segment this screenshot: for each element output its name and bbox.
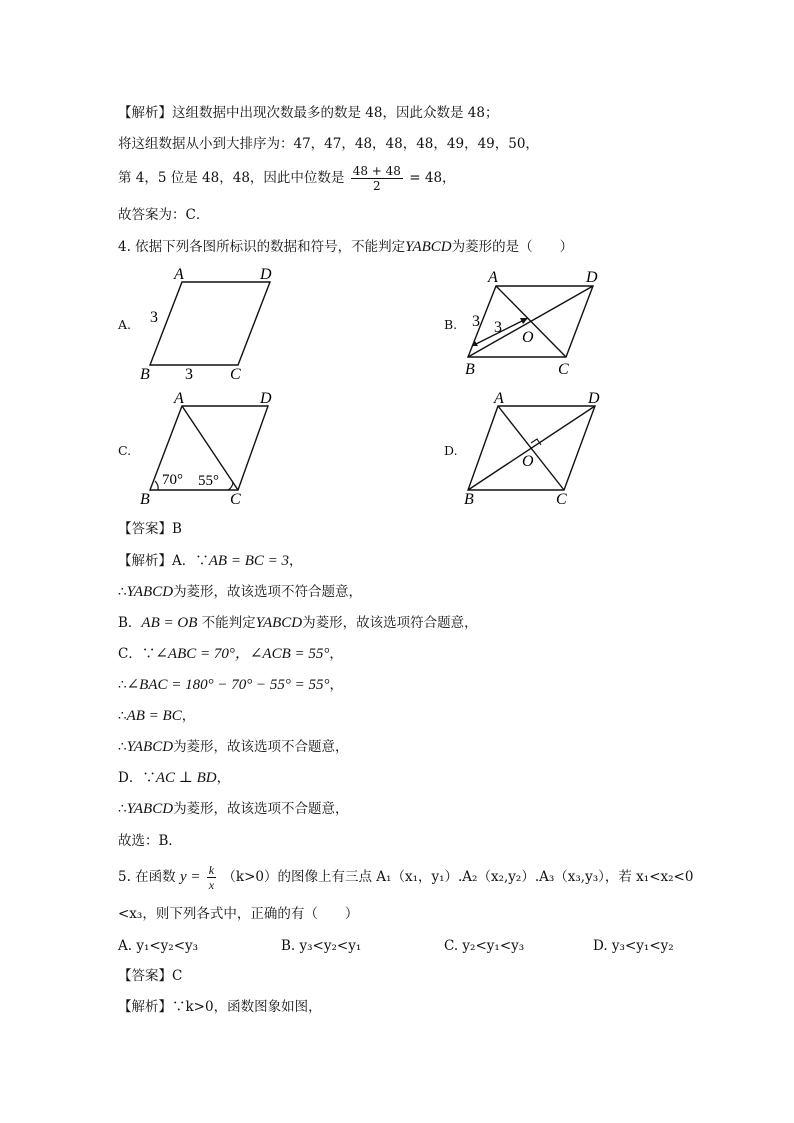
analysis-line-9: ∴YABCD为菱形，故该选项不合题意， xyxy=(118,801,349,817)
analysis-line-8: D．∵AC ⊥ BD， xyxy=(118,770,231,786)
svg-text:D: D xyxy=(586,269,598,286)
svg-text:A: A xyxy=(174,390,184,407)
option-c-label: C. xyxy=(118,443,132,458)
svg-text:D: D xyxy=(260,266,272,283)
solution-line-1: 【解析】这组数据中出现次数最多的数是 48，因此众数是 48； xyxy=(118,105,499,121)
figure-c xyxy=(130,386,290,515)
median-fraction: $\frac{48 + 48}{2}$ xyxy=(352,164,401,193)
analysis-line-1: 【解析】A．∵AB = BC = 3， xyxy=(118,553,303,569)
median-text: 第 4，5 位是 48，48，因此中位数是 xyxy=(118,170,345,186)
svg-text:A: A xyxy=(494,390,504,407)
analysis-line-5: ∴∠BAC = 180° − 70° − 55° = 55°， xyxy=(118,677,343,693)
svg-text:D: D xyxy=(260,390,272,407)
q5-option-b: B. y₃<y₂<y₁ xyxy=(281,938,362,954)
rhombus-c-diagram xyxy=(130,386,290,511)
svg-text:3: 3 xyxy=(472,313,480,330)
analysis-line-2: ∴YABCD为菱形，故该选项不符合题意， xyxy=(118,584,363,600)
svg-text:B: B xyxy=(140,491,150,508)
analysis-line-3: B．AB = OB 不能判定YABCD为菱形，故该选项符合题意， xyxy=(118,615,478,631)
rhombus-a-diagram xyxy=(130,262,290,387)
rhombus-d-diagram xyxy=(458,386,618,511)
answer-5: 【答案】C xyxy=(118,968,183,984)
solution-line-3 xyxy=(118,162,456,194)
analysis-5: 【解析】∵k>0，函数图象如图， xyxy=(118,999,322,1015)
median-result: = 48， xyxy=(409,170,456,186)
q5-option-c: C. y₂<y₁<y₃ xyxy=(444,938,525,954)
option-d-label: D. xyxy=(444,443,458,458)
analysis-line-10: 故选：B． xyxy=(118,833,182,849)
analysis-line-6: ∴AB = BC， xyxy=(118,708,196,724)
svg-text:3: 3 xyxy=(150,309,158,326)
solution-line-2: 将这组数据从小到大排序为：47，47，48，48，48，49，49，50， xyxy=(118,136,539,152)
svg-text:C: C xyxy=(558,361,569,378)
svg-text:3: 3 xyxy=(185,366,193,383)
svg-text:C: C xyxy=(230,491,241,508)
option-b-label: B. xyxy=(444,317,458,332)
q5-option-d: D. y₃<y₁<y₂ xyxy=(593,938,674,954)
analysis-line-4: C．∵∠ABC = 70°，∠ACB = 55°， xyxy=(118,646,343,662)
q5-option-a: A. y₁<y₂<y₃ xyxy=(118,938,199,954)
svg-text:B: B xyxy=(140,366,150,383)
svg-text:C: C xyxy=(556,491,567,508)
svg-text:55°: 55° xyxy=(198,473,219,489)
answer-4: 【答案】B xyxy=(118,521,182,537)
solution-line-4: 故答案为：C． xyxy=(118,207,210,223)
question-5: 5. 在函数 y = $\frac{k}{x}$ （k>0）的图像上有三点 A₁（x₁，y₁）.A₂（x₂,y₂）.A₃（x₃,y₃），若 x₁<x₂<0 xyxy=(118,863,694,892)
question-4: 4. 依据下列各图所标识的数据和符号，不能判定YABCD为菱形的是（ ） xyxy=(118,239,574,255)
question-5-cont: <x₃，则下列各式中，正确的有（ ） xyxy=(118,906,359,922)
option-a-label: A. xyxy=(118,317,132,332)
svg-text:A: A xyxy=(488,269,498,286)
k-over-x-fraction: $\frac{k}{x}$ xyxy=(208,863,215,892)
svg-text:70°: 70° xyxy=(162,472,183,488)
svg-text:B: B xyxy=(464,491,474,508)
analysis-line-7: ∴YABCD为菱形，故该选项不合题意， xyxy=(118,739,349,755)
svg-text:B: B xyxy=(465,361,475,378)
rhombus-b-diagram xyxy=(458,262,618,387)
svg-text:O: O xyxy=(522,329,534,346)
svg-text:D: D xyxy=(588,390,600,407)
svg-text:O: O xyxy=(522,453,534,470)
figure-b xyxy=(458,262,618,391)
svg-text:C: C xyxy=(230,366,241,383)
svg-text:3: 3 xyxy=(494,319,502,336)
figure-d xyxy=(458,386,618,515)
svg-text:A: A xyxy=(174,266,184,283)
figure-a xyxy=(130,262,290,391)
